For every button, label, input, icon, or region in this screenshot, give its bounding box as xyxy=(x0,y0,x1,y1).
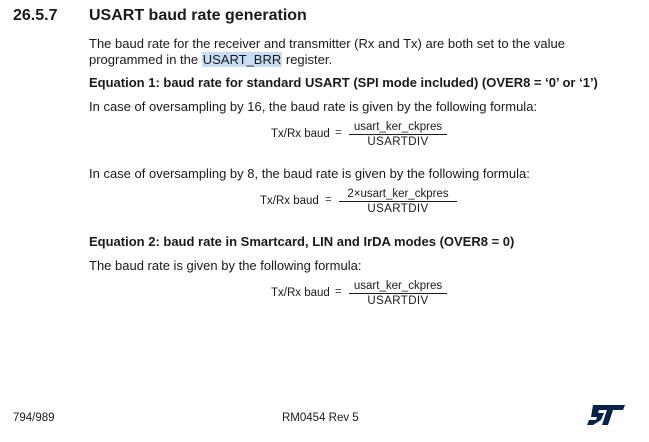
formula-fraction xyxy=(339,188,457,215)
section-number: 26.5.7 xyxy=(13,7,58,24)
equation-1-heading: Equation 1: baud rate for standard USART (SPI mode included) (OVER8 = ‘0’ or ‘1’) xyxy=(89,75,598,90)
oversampling-16-text: In case of oversampling by 16, the baud rate is given by the following formula: xyxy=(89,99,538,114)
formula-numerator: 2×usart_ker_ckpres xyxy=(347,188,449,200)
section-title: USART baud rate generation xyxy=(89,7,307,24)
oversampling-8-text: In case of oversampling by 8, the baud rate is given by the following formula: xyxy=(89,166,530,181)
formula-lhs: Tx/Rx baud xyxy=(271,287,330,299)
fraction-bar xyxy=(349,134,447,135)
formula-fraction xyxy=(349,121,447,148)
formula-denominator: USARTDIV xyxy=(367,136,429,148)
fraction-bar xyxy=(349,293,447,294)
formula-lhs: Tx/Rx baud xyxy=(260,195,319,207)
intro-line-1: The baud rate for the receiver and transmitter (Rx and Tx) are both set to the value xyxy=(89,36,565,51)
intro-text-after: register. xyxy=(282,52,333,67)
formula-lhs: Tx/Rx baud xyxy=(271,128,330,140)
formula-equals: = xyxy=(325,194,332,206)
intro-line-2 xyxy=(89,52,332,68)
formula-equals: = xyxy=(335,127,342,139)
equation-2-text: The baud rate is given by the following formula: xyxy=(89,258,362,273)
formula-denominator: USARTDIV xyxy=(367,203,429,215)
formula-numerator: usart_ker_ckpres xyxy=(353,121,443,133)
st-logo-icon xyxy=(587,404,625,426)
page-number: 794/989 xyxy=(13,412,55,424)
fraction-bar xyxy=(339,201,457,202)
formula-denominator: USARTDIV xyxy=(367,295,429,307)
formula-numerator: usart_ker_ckpres xyxy=(353,280,443,292)
document-reference: RM0454 Rev 5 xyxy=(282,412,359,424)
formula-equals: = xyxy=(335,286,342,298)
intro-text-before: programmed in the xyxy=(89,52,202,67)
st-logo-shape xyxy=(587,405,625,425)
equation-2-heading: Equation 2: baud rate in Smartcard, LIN and IrDA modes (OVER8 = 0) xyxy=(89,234,515,249)
formula-fraction xyxy=(349,280,447,307)
register-name-highlight: USART_BRR xyxy=(202,52,282,67)
